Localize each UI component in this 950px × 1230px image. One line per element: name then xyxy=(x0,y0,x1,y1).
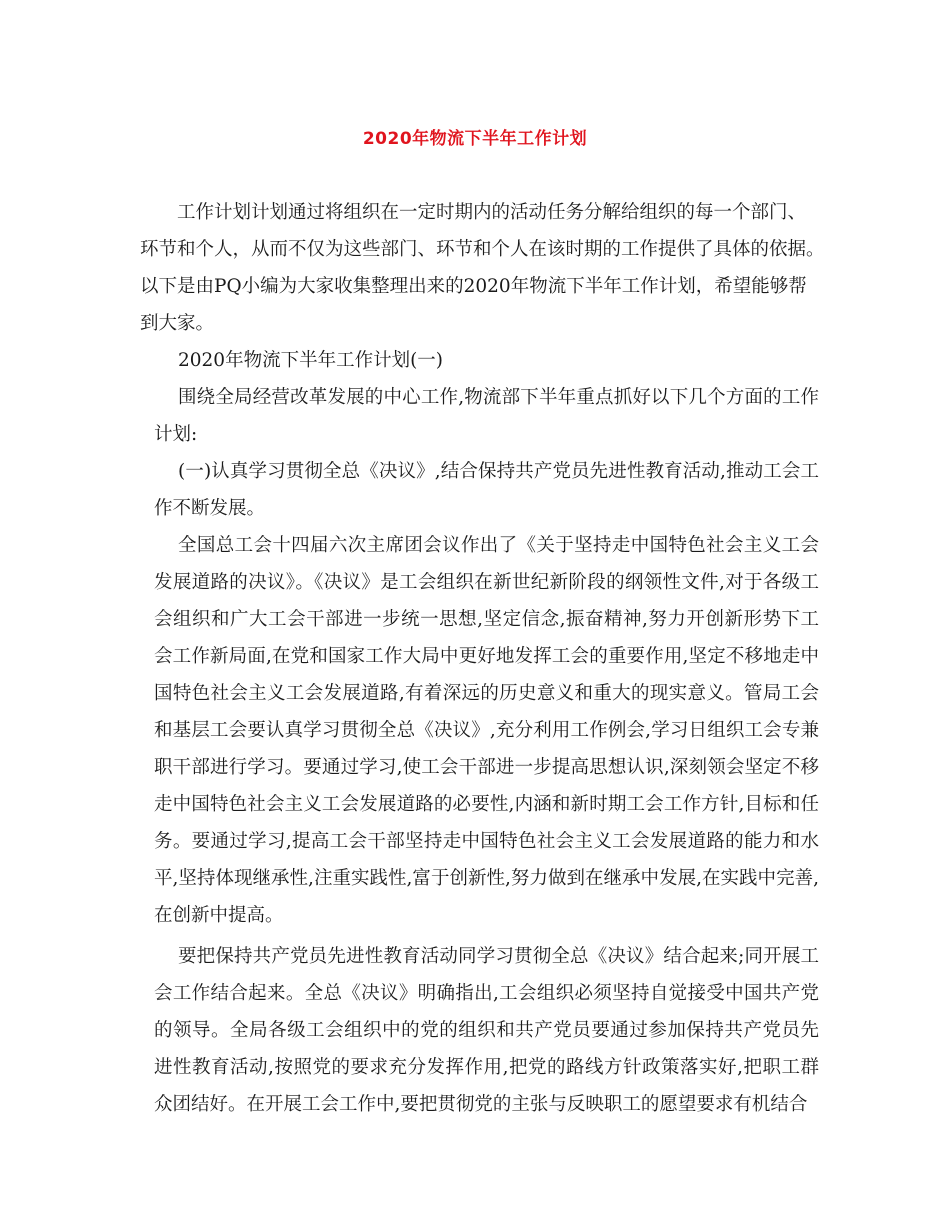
body-paragraph: 要把保持共产党员先进性教育活动同学习贯彻全总《决议》结合起来;同开展工会工作结合起来。全总《决议》明确指出,工会组织必须坚持自觉接受中国共产党的领导。全局各级工会组织中的党的组织和共产党员要通过参加保持共产党员先进性教育活动,按照党的要求充分发挥作用,把党的路线方针政策落实好,把职工群众团结好。在开展工会工作中,要把贯彻党的主张与反映职工的愿望要求有机结合 xyxy=(154,946,819,1115)
document-title: 2020年物流下半年工作计划 xyxy=(362,129,588,149)
intro-line: 以下是由PQ小编为大家收集整理出来的2020年物流下半年工作计划，希望能够帮 xyxy=(140,276,807,297)
body-paragraph: (一)认真学习贯彻全总《决议》,结合保持共产党员先进性教育活动,推动工会工作不断发展。 xyxy=(154,461,819,519)
intro-paragraph xyxy=(140,194,825,342)
section-heading: 2020年物流下半年工作计划(一) xyxy=(178,350,444,371)
body-paragraph: 围绕全局经营改革发展的中心工作,物流部下半年重点抓好以下几个方面的工作计划: xyxy=(154,387,819,445)
intro-line: 环节和个人，从而不仅为这些部门、环节和个人在该时期的工作提供了具体的依据。 xyxy=(140,239,825,260)
document-body xyxy=(140,194,825,1123)
intro-line: 到大家。 xyxy=(140,313,215,334)
body-paragraph: 全国总工会十四届六次主席团会议作出了《关于坚持走中国特色社会主义工会发展道路的决议》。《决议》是工会组织在新世纪新阶段的纲领性文件,对于各级工会组织和广大工会干部进一步统一思想,坚定信念,振奋精神,努力开创新形势下工会工作新局面,在党和国家工作大局中更好地发挥工会的重要作用,坚定不移地走中国特色社会主义工会发展道路,有着深远的历史意义和重大的现实意义。管局工会和基层工会要认真学习贯彻全总《决议》,充分利用工作例会,学习日组织工会专兼职干部进行学习。要通过学习,使工会干部进一步提高思想认识,深刻领会坚定不移走中国特色社会主义工会发展道路的必要性,内涵和新时期工会工作方针,目标和任务。要通过学习,提高工会干部坚持走中国特色社会主义工会发展道路的能力和水平,坚持体现继承性,注重实践性,富于创新性,努力做到在继承中发展,在实践中完善,在创新中提高。 xyxy=(154,535,819,926)
intro-line: 工作计划计划通过将组织在一定时期内的活动任务分解给组织的每一个部门、 xyxy=(177,202,807,223)
